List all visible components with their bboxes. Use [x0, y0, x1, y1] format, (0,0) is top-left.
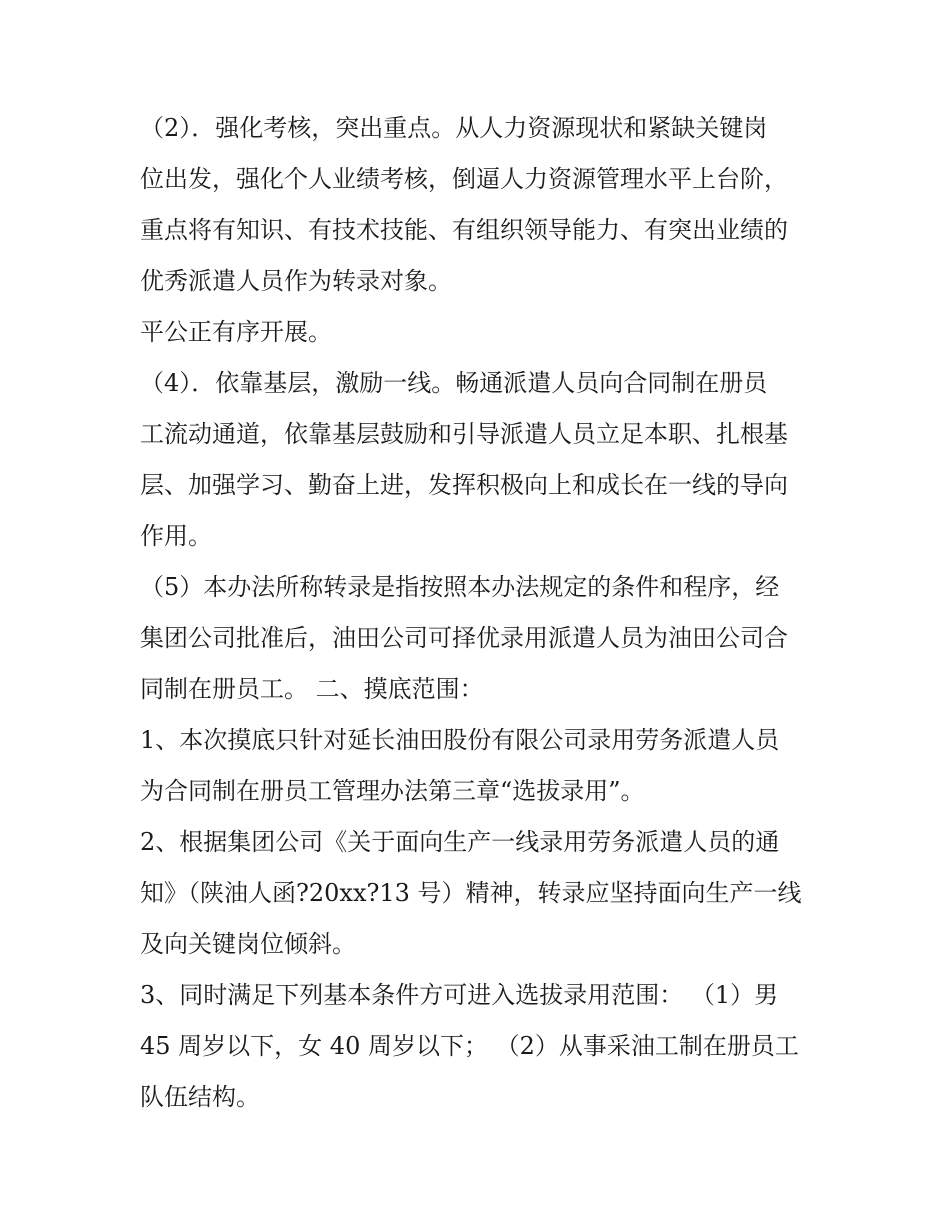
text-line: （5）本办法所称转录是指按照本办法规定的条件和程序，经 [140, 573, 780, 601]
text-line: 及向关键岗位倾斜。 [140, 930, 356, 958]
text-line: 重点将有知识、有技术技能、有组织领导能力、有突出业绩的 [140, 216, 788, 244]
text-line: 队伍结构。 [140, 1083, 260, 1111]
text-line: 3、同时满足下列基本条件方可进入选拔录用范围： （1）男 [140, 981, 779, 1009]
text-line: 45 周岁以下，女 40 周岁以下； （2）从事采油工制在册员工 [140, 1032, 799, 1060]
text-line: 知》（陕油人函?20xx?13 号）精神，转录应坚持面向生产一线 [140, 879, 802, 907]
text-line: 优秀派遣人员作为转录对象。 [140, 267, 452, 295]
text-line: 工流动通道，依靠基层鼓励和引导派遣人员立足本职、扎根基 [140, 420, 788, 448]
text-line: （2）．强化考核，突出重点。从人力资源现状和紧缺关键岗 [140, 114, 768, 142]
text-line: 1、本次摸底只针对延长油田股份有限公司录用劳务派遣人员 [140, 726, 780, 754]
text-line: 集团公司批准后，油田公司可择优录用派遣人员为油田公司合 [140, 624, 788, 652]
text-line: （4）．依靠基层，激励一线。畅通派遣人员向合同制在册员 [140, 369, 768, 397]
text-line: 为合同制在册员工管理办法第三章“选拔录用”。 [140, 777, 645, 805]
text-line: 位出发，强化个人业绩考核，倒逼人力资源管理水平上台阶， [140, 165, 788, 193]
text-line: 同制在册员工。 二、摸底范围： [140, 675, 484, 703]
document-body [140, 103, 820, 1123]
text-line: 层、加强学习、勤奋上进，发挥积极向上和成长在一线的导向 [140, 471, 788, 499]
text-line: 作用。 [140, 522, 212, 550]
text-line: 2、根据集团公司《关于面向生产一线录用劳务派遣人员的通 [140, 828, 780, 856]
text-line: 平公正有序开展。 [140, 318, 332, 346]
